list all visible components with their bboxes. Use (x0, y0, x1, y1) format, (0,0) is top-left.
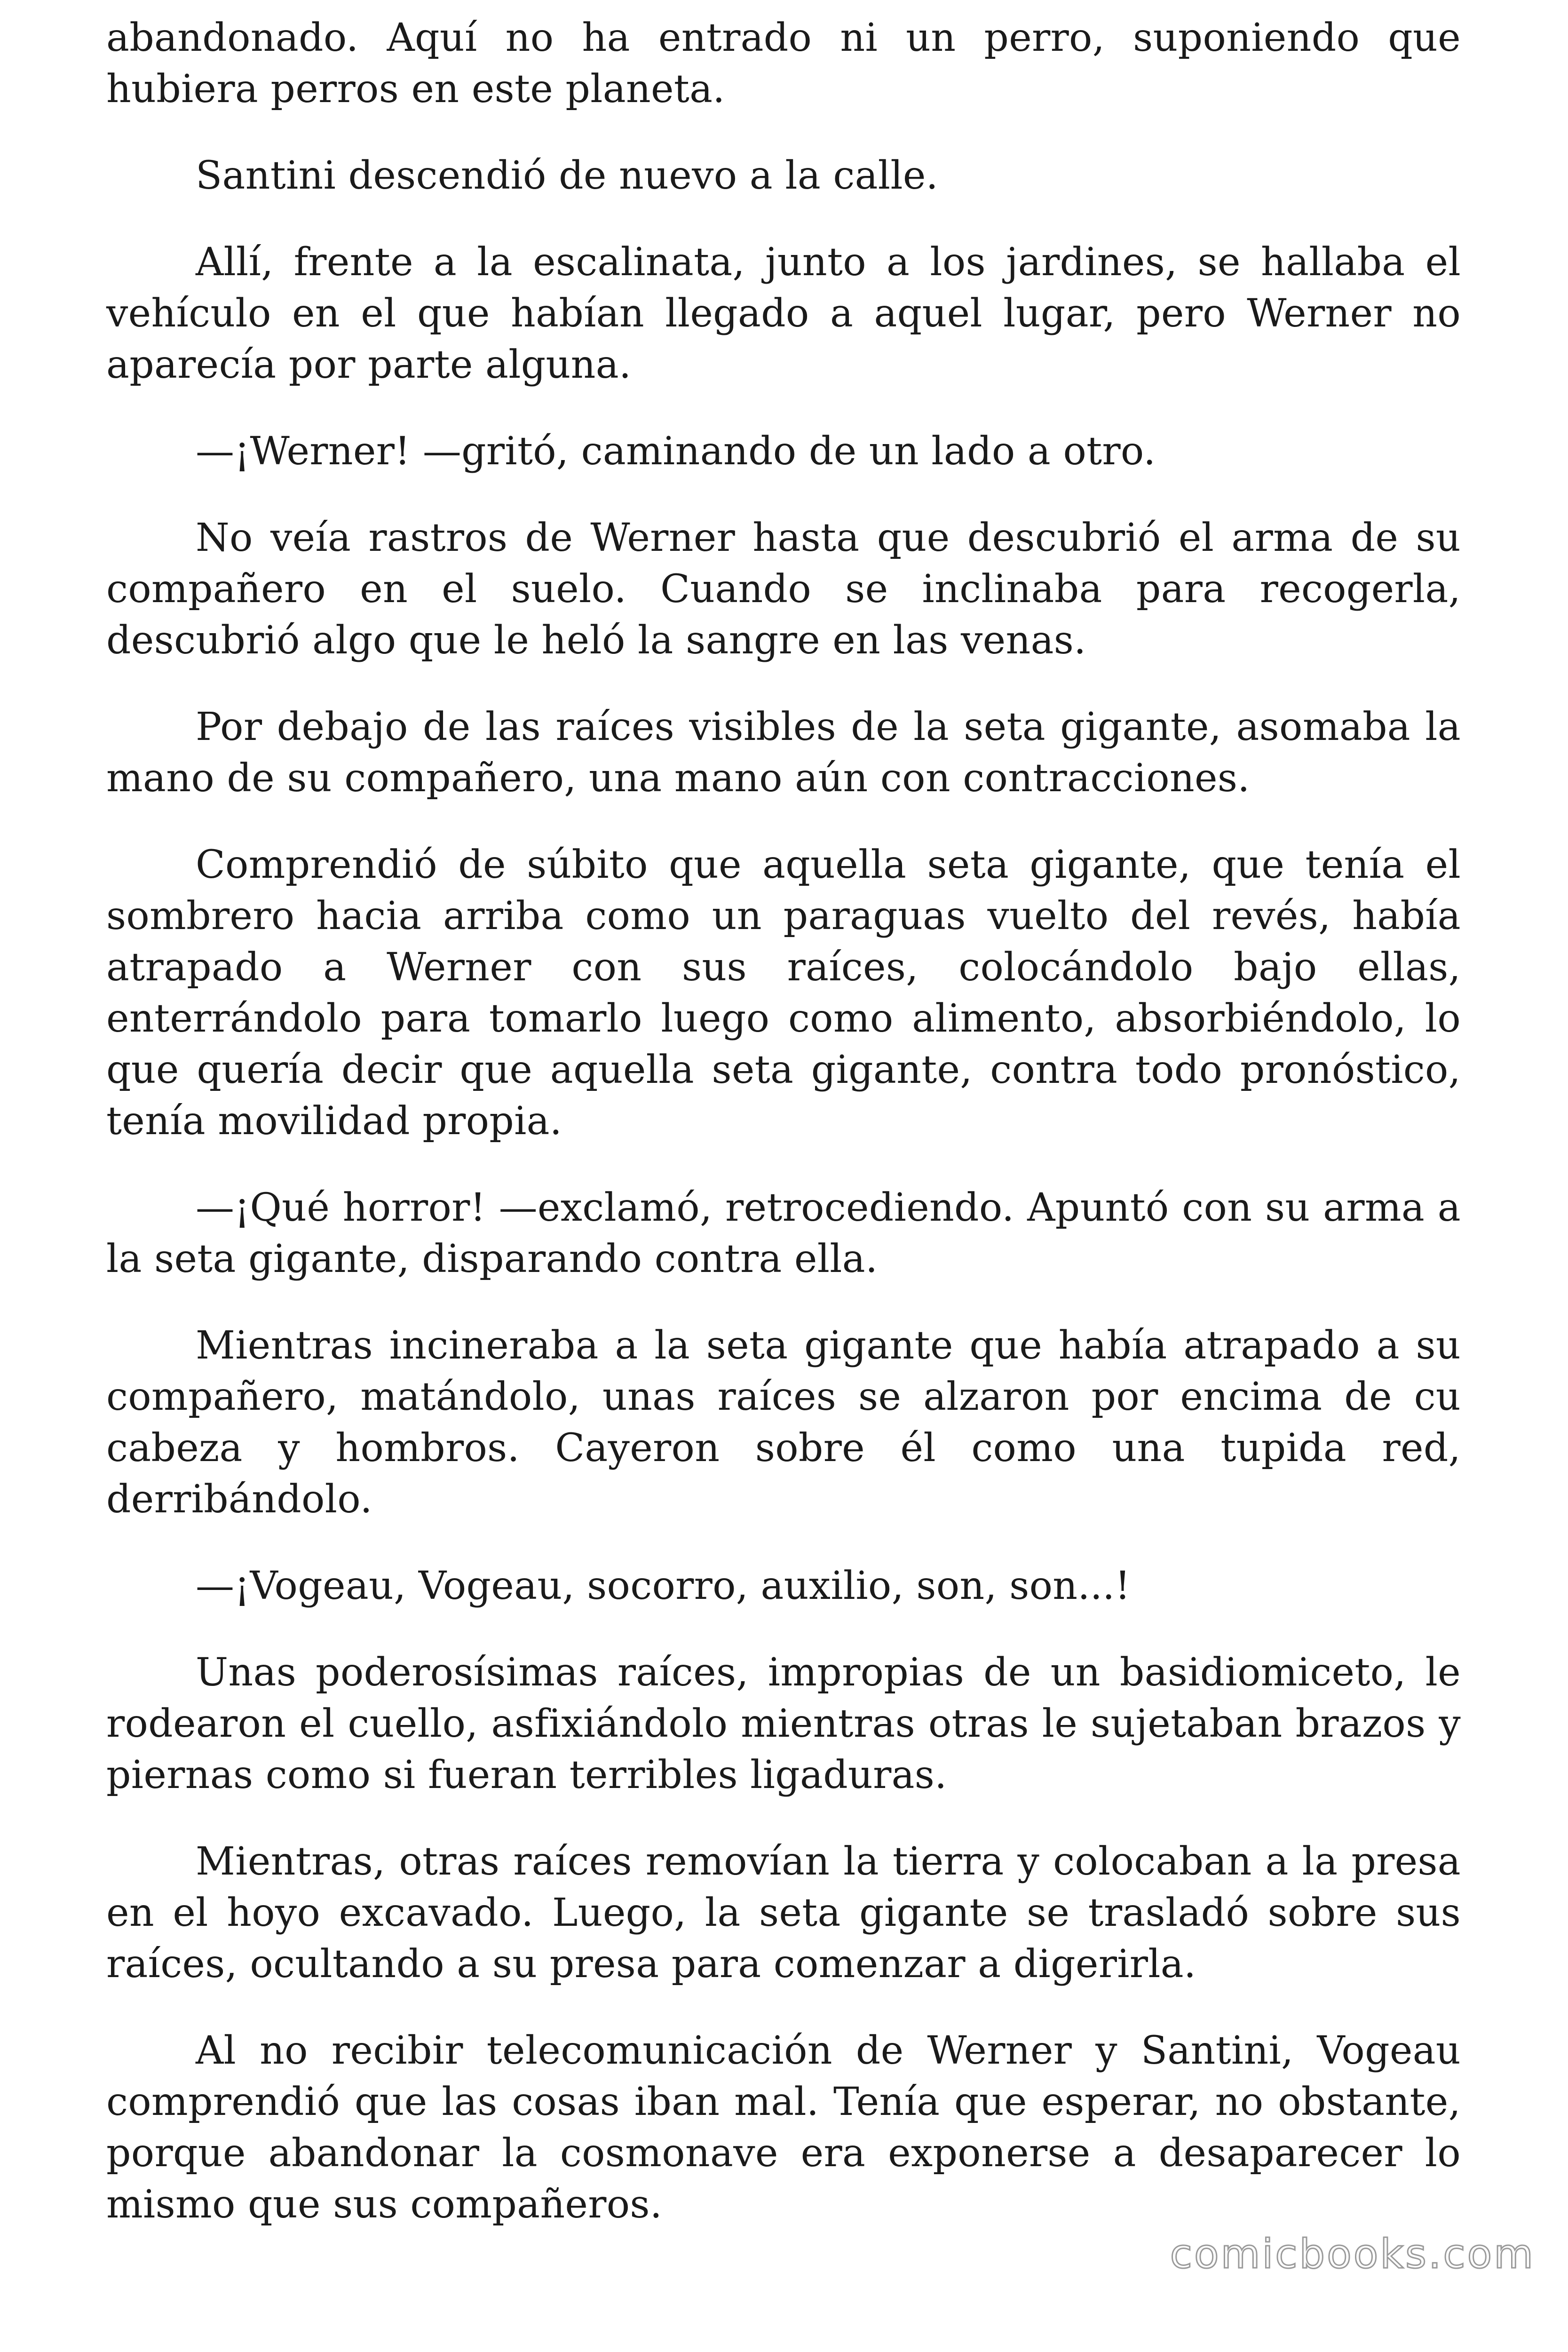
paragraph-12: Mientras, otras raíces removían la tierra y colocaban a la presa en el hoyo excavado. Luego, la seta gigante se trasladó sobre sus raíces, ocultando a su presa para comenzar a digerirla. (106, 1839, 1461, 1986)
paragraph-3: Allí, frente a la escalinata, junto a los jardines, se hallaba el vehículo en el que habían llegado a aquel lugar, pero Werner no aparecía por parte alguna. (106, 240, 1461, 387)
paragraph-13: Al no recibir telecomunicación de Werner y Santini, Vogeau comprendió que las cosas iban mal. Tenía que esperar, no obstante, porque abandonar la cosmonave era exponerse a desaparecer lo mismo que sus compañeros. (106, 2028, 1461, 2227)
paragraph-5: No veía rastros de Werner hasta que descubrió el arma de su compañero en el suelo. Cuando se inclinaba para recogerla, descubrió algo que le heló la sangre en las venas. (106, 516, 1461, 663)
body-text (106, 12, 1461, 2265)
paragraph-1: abandonado. Aquí no ha entrado ni un perro, suponiendo que hubiera perros en este planeta. (106, 16, 1461, 111)
paragraph-2: Santini descendió de nuevo a la calle. (196, 153, 939, 198)
paragraph-10: —¡Vogeau, Vogeau, socorro, auxilio, son, son...! (196, 1564, 1131, 1608)
watermark: comicbooks.com (1170, 2231, 1535, 2278)
paragraph-4: —¡Werner! —gritó, caminando de un lado a otro. (196, 429, 1156, 474)
paragraph-7: Comprendió de súbito que aquella seta gigante, que tenía el sombrero hacia arriba como un paraguas vuelto del revés, había atrapado a Werner con sus raíces, colocándolo bajo ellas, enterrándolo para tomarlo luego como alimento, absorbiéndolo, lo que quería decir que aquella seta gigante, contra todo pronóstico, tenía movilidad propia. (106, 842, 1461, 1144)
paragraph-9: Mientras incineraba a la seta gigante que había atrapado a su compañero, matándolo, unas raíces se alzaron por encima de cu cabeza y hombros. Cayeron sobre él como una tupida red, derribándolo. (106, 1323, 1461, 1522)
paragraph-8: —¡Qué horror! —exclamó, retrocediendo. Apuntó con su arma a la seta gigante, disparando contra ella. (106, 1185, 1461, 1281)
paragraph-11: Unas poderosísimas raíces, impropias de un basidiomiceto, le rodearon el cuello, asfixiándolo mientras otras le sujetaban brazos y piernas como si fueran terribles ligaduras. (106, 1650, 1461, 1797)
paragraph-6: Por debajo de las raíces visibles de la seta gigante, asomaba la mano de su compañero, una mano aún con contracciones. (106, 705, 1461, 801)
